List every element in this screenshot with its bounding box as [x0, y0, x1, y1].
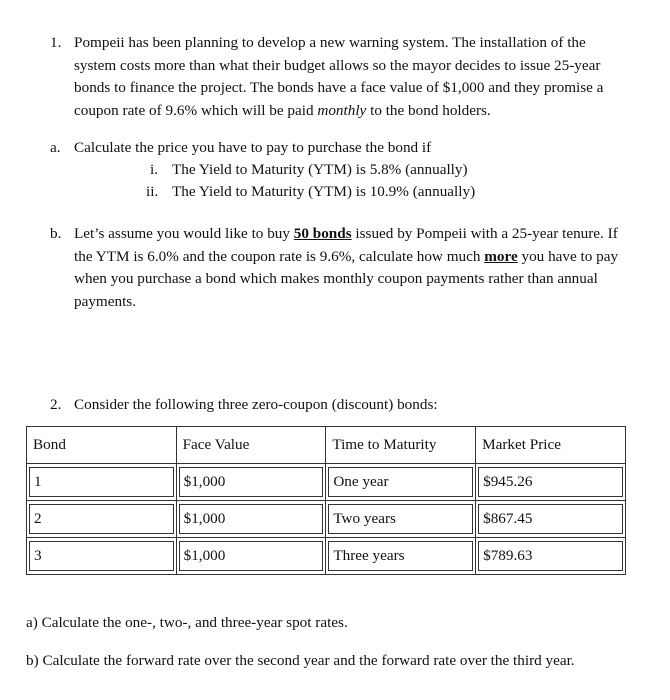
table-cell — [27, 464, 177, 501]
question-1-line-1: Pompeii has been planning to develop a new warning system. The installation of the — [74, 34, 586, 51]
table-cell-text: 3 — [29, 541, 174, 571]
fifty-bonds-emphasis: 50 bonds — [293, 225, 352, 242]
part-a-text: Calculate the price you have to pay to purchase the bond if — [74, 139, 432, 156]
header-face-value — [176, 427, 326, 464]
question-1-text — [74, 32, 603, 122]
question-1-number: 1. — [50, 34, 62, 51]
table-row — [27, 501, 626, 538]
table-cell — [476, 538, 626, 575]
question-2-text: Consider the following three zero-coupon (discount) bonds: — [74, 396, 438, 413]
part-a-label: a. — [50, 139, 61, 156]
table-cell — [176, 464, 326, 501]
part-b-line-1-end: issued by Pompeii with a 25-year tenure. If — [351, 225, 618, 242]
question-1-line-2: system costs more than what their budget allows so the mayor decides to issue 25-year — [74, 56, 601, 74]
table-cell-text: $1,000 — [179, 467, 324, 497]
monthly-emphasis: monthly — [317, 101, 367, 119]
table-cell — [326, 464, 476, 501]
table-row — [27, 464, 626, 501]
header-time-to-maturity-text: Time to Maturity — [332, 435, 437, 453]
part-b-line-2-end: you have to pay — [517, 247, 619, 265]
header-market-price-text: Market Price — [482, 435, 561, 453]
header-market-price — [476, 427, 626, 464]
question-1-line-4 — [74, 100, 603, 123]
question-1-line-4-start: coupon rate of 9.6% which will be paid — [74, 101, 318, 119]
question-2-number: 2. — [50, 396, 62, 413]
table-cell-text: Three years — [328, 541, 473, 571]
table-header-row — [27, 427, 626, 464]
part-b-line-1-start: Let’s assume you would like to buy — [74, 225, 294, 242]
table-cell-text: $1,000 — [179, 504, 324, 534]
more-emphasis: more — [484, 247, 518, 265]
header-time-to-maturity — [326, 427, 476, 464]
table-cell-text: One year — [328, 467, 473, 497]
table-cell-text: $1,000 — [179, 541, 324, 571]
header-bond-text: Bond — [33, 435, 66, 453]
part-b-line-2 — [74, 246, 618, 269]
table-cell-text: $867.45 — [478, 504, 623, 534]
table-cell — [476, 501, 626, 538]
part-b-line-2-start: the YTM is 6.0% and the coupon rate is 9.6%, calculate how much — [74, 247, 485, 265]
part-b-line-3: when you purchase a bond which makes monthly coupon payments rather than annual — [74, 270, 598, 287]
table-cell — [176, 501, 326, 538]
table-row — [27, 538, 626, 575]
table-cell — [326, 501, 476, 538]
table-cell — [27, 538, 177, 575]
question-1-line-3: bonds to finance the project. The bonds have a face value of $1,000 and they promise a — [74, 79, 604, 96]
question-1-line-4-end: to the bond holders. — [366, 101, 491, 119]
table-cell — [27, 501, 177, 538]
part-a-item-2-text: The Yield to Maturity (YTM) is 10.9% (annually) — [172, 183, 476, 200]
part-a-item-1-text: The Yield to Maturity (YTM) is 5.8% (annually) — [172, 161, 468, 178]
part-a-item-2-number: ii. — [146, 183, 159, 200]
part-a-item-1-number: i. — [150, 161, 159, 178]
header-face-value-text: Face Value — [182, 435, 250, 453]
bonds-table — [26, 426, 626, 575]
table-cell-text: $945.26 — [478, 467, 623, 497]
table-cell-text: $789.63 — [478, 541, 623, 571]
part-b-line-1 — [74, 223, 618, 246]
table-cell — [476, 464, 626, 501]
question-2-part-a: a) Calculate the one-, two-, and three-year spot rates. — [26, 614, 348, 631]
table-cell-text: 1 — [29, 467, 174, 497]
table-cell — [326, 538, 476, 575]
table-cell-text: 2 — [29, 504, 174, 534]
part-b-line-4: payments. — [74, 292, 137, 310]
part-b-text — [74, 223, 618, 313]
table-cell-text: Two years — [328, 504, 473, 534]
header-bond — [27, 427, 177, 464]
table-cell — [176, 538, 326, 575]
question-2-part-b: b) Calculate the forward rate over the second year and the forward rate over the third year. — [26, 652, 575, 669]
part-b-label: b. — [50, 225, 62, 242]
